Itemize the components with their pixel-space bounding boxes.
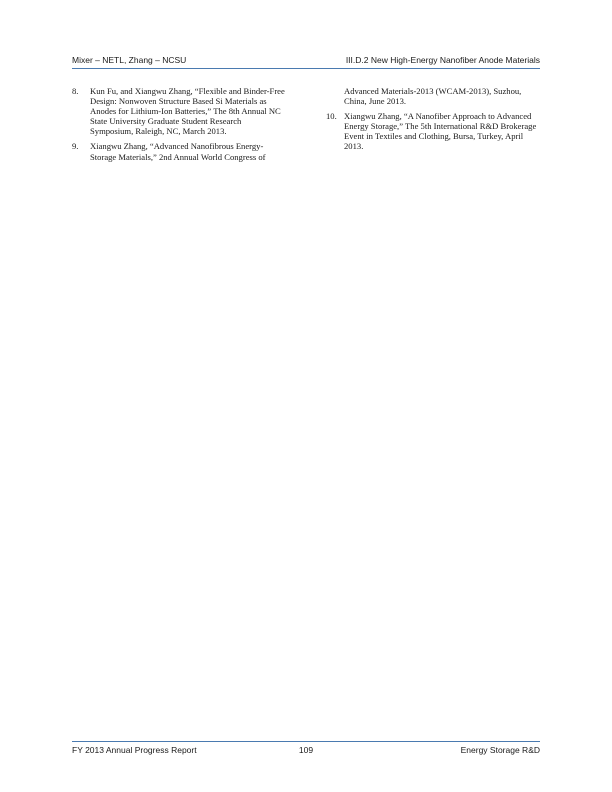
header-section-title: III.D.2 New High-Energy Nanofiber Anode Materials	[345, 55, 540, 65]
footer-report-title: FY 2013 Annual Progress Report	[72, 745, 197, 755]
reference-text: Xiangwu Zhang, “A Nanofiber Approach to Advanced Energy Storage,” The 5th International R&D Brokerage Event in Textiles and Clothing, Bursa, Turkey, April 2013.	[344, 111, 537, 152]
header-divider	[72, 68, 540, 69]
reference-number: 9.	[72, 141, 79, 152]
reference-continuation: Advanced Materials-2013 (WCAM-2013), Suzhou, China, June 2013.	[344, 86, 522, 107]
right-column	[326, 86, 540, 157]
page-footer	[72, 745, 540, 759]
page-header	[72, 55, 540, 69]
reference-text: Kun Fu, and Xiangwu Zhang, “Flexible and Binder-Free Design: Nonwoven Structure Based Si Materials as Anodes for Lithium-Ion Batteries,” The 8th Annual NC State University Graduate Student Research Symposium, Raleigh, NC, March 2013.	[90, 86, 285, 137]
reference-text: Xiangwu Zhang, “Advanced Nanofibrous Energy-Storage Materials,” 2nd Annual World Congress of	[90, 141, 266, 162]
left-column	[72, 86, 286, 167]
footer-program-name: Energy Storage R&D	[460, 745, 540, 755]
reference-number: 8.	[72, 86, 79, 96]
reference-item	[72, 141, 286, 161]
footer-divider	[72, 741, 540, 742]
reference-item	[326, 111, 540, 151]
reference-item	[72, 86, 286, 136]
page-number: 109	[298, 745, 314, 755]
header-left-text: Mixer – NETL, Zhang – NCSU	[72, 55, 187, 65]
reference-number: 10.	[326, 111, 337, 122]
